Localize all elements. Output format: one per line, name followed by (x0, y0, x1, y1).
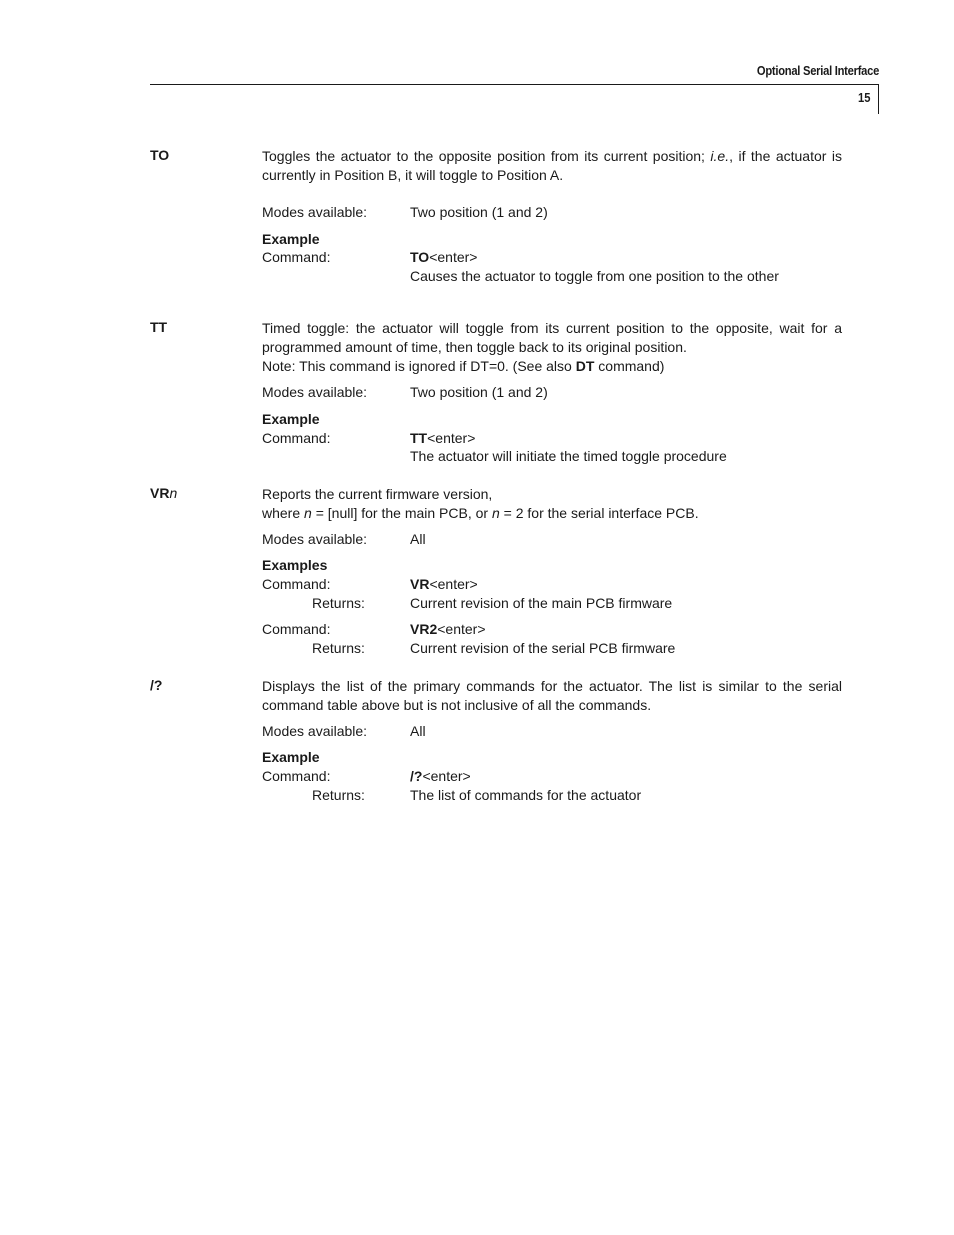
command-help: /? (150, 677, 163, 693)
help-modes-value: All (410, 723, 426, 739)
help-modes-label: Modes available: (262, 723, 368, 739)
tt-modes-value: Two position (1 and 2) (410, 384, 548, 400)
to-example-command: TO<enter> (410, 249, 478, 265)
tt-example-result: The actuator will initiate the timed toggle procedure (410, 448, 727, 464)
to-command-label: Command: (262, 249, 331, 265)
command-tt: TT (150, 319, 168, 335)
header-rule (150, 84, 879, 85)
to-example-result: Causes the actuator to toggle from one position to the other (410, 268, 779, 284)
to-modes-value: Two position (1 and 2) (410, 204, 548, 220)
vr-example-returns-2: Current revision of the serial PCB firmware (410, 640, 676, 656)
tt-example-command: TT<enter> (410, 430, 476, 446)
tt-example-heading: Example (262, 411, 320, 427)
vr-examples-heading: Examples (262, 557, 328, 573)
help-returns-label: Returns: (312, 787, 365, 803)
to-description: Toggles the actuator to the opposite position from its current position; i.e., if the actuator is currently in Position B, it will toggle to Position A. (262, 148, 842, 183)
vr-modes-value: All (410, 531, 426, 547)
vr-modes-label: Modes available: (262, 531, 368, 547)
vr-example-returns-1: Current revision of the main PCB firmware (410, 595, 673, 611)
tt-modes-label: Modes available: (262, 384, 368, 400)
help-example-command: /?<enter> (410, 768, 471, 784)
help-example-returns: The list of commands for the actuator (410, 787, 642, 803)
section-title: Optional Serial Interface (756, 63, 879, 78)
help-example-heading: Example (262, 749, 320, 765)
help-command-label: Command: (262, 768, 331, 784)
command-to: TO (150, 147, 170, 163)
tt-description: Timed toggle: the actuator will toggle from its current position to the opposite, wait for a programmed amount of time, then toggle back to its original position. Note: This command is ignored if DT=0. (See also DT command) (262, 320, 842, 374)
vr-description: Reports the current firmware version, where n = [null] for the main PCB, or n = 2 for the serial interface PCB. (262, 486, 699, 521)
header-tick (878, 84, 879, 114)
to-example-heading: Example (262, 231, 320, 247)
vr-example-command-1: VR<enter> (410, 576, 478, 592)
command-vr: VRn (150, 485, 178, 501)
vr-command-label-2: Command: (262, 621, 331, 637)
to-modes-label: Modes available: (262, 204, 368, 220)
vr-example-command-2: VR2<enter> (410, 621, 486, 637)
tt-command-label: Command: (262, 430, 331, 446)
vr-command-label-1: Command: (262, 576, 331, 592)
help-description: Displays the list of the primary commands for the actuator. The list is similar to the serial command table above but is not inclusive of all the commands. (262, 678, 842, 713)
vr-returns-label-1: Returns: (312, 595, 365, 611)
page-number: 15 (857, 90, 870, 105)
vr-returns-label-2: Returns: (312, 640, 365, 656)
